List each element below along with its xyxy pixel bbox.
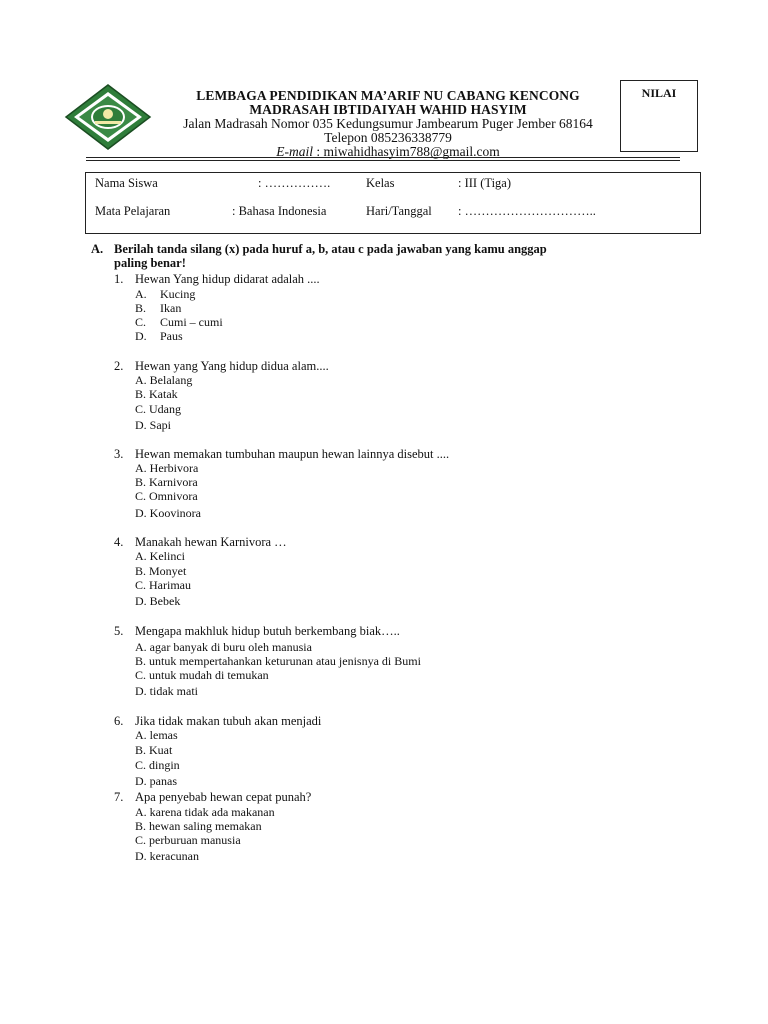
- question-2-number: 2.: [114, 359, 124, 373]
- question-3-text: Hewan memakan tumbuhan maupun hewan lainnya disebut ....: [135, 447, 450, 461]
- q2-option-c[interactable]: C. Udang: [135, 402, 181, 416]
- q1-option-a-letter[interactable]: A.: [135, 287, 147, 301]
- header-rule-bottom: [86, 160, 680, 161]
- q4-option-b[interactable]: B. Monyet: [135, 564, 187, 578]
- header-rule-top: [86, 157, 680, 158]
- kelas-label: Kelas: [366, 176, 395, 190]
- question-1-text: Hewan Yang hidup didarat adalah ....: [135, 272, 320, 286]
- kelas-value: : III (Tiga): [458, 176, 512, 190]
- q5-option-b[interactable]: B. untuk mempertahankan keturunan atau jenisnya di Bumi: [135, 654, 421, 668]
- instruction-line1: Berilah tanda silang (x) pada huruf a, b, atau c pada jawaban yang kamu anggap: [114, 242, 547, 256]
- section-instruction: [114, 242, 674, 270]
- email-value: : miwahidhasyim788@gmail.com: [312, 144, 500, 159]
- question-7-number: 7.: [114, 790, 124, 804]
- nilai-label: NILAI: [641, 86, 677, 100]
- q3-option-a[interactable]: A. Herbivora: [135, 461, 199, 475]
- q6-option-b[interactable]: B. Kuat: [135, 743, 173, 757]
- q3-option-c[interactable]: C. Omnivora: [135, 489, 198, 503]
- q1-option-d-text[interactable]: Paus: [160, 329, 183, 343]
- q2-option-a[interactable]: A. Belalang: [135, 373, 193, 387]
- q1-option-b-text[interactable]: Ikan: [160, 301, 182, 315]
- email-label: E-mail: [276, 144, 313, 159]
- q7-option-b[interactable]: B. hewan saling memakan: [135, 819, 262, 833]
- question-5-number: 5.: [114, 624, 124, 638]
- q5-option-d[interactable]: D. tidak mati: [135, 684, 198, 698]
- q1-option-a-text[interactable]: Kucing: [160, 287, 196, 301]
- question-1-number: 1.: [114, 272, 124, 286]
- hari-value[interactable]: : …………………………..: [458, 204, 596, 218]
- instruction-line2: paling benar!: [114, 256, 186, 270]
- q2-option-d[interactable]: D. Sapi: [135, 418, 171, 432]
- q1-option-c-letter[interactable]: C.: [135, 315, 147, 329]
- school-logo: [64, 84, 152, 150]
- header-phone: Telepon 085236338779: [324, 130, 452, 145]
- q4-option-c[interactable]: C. Harimau: [135, 578, 191, 592]
- q7-option-d[interactable]: D. keracunan: [135, 849, 199, 863]
- question-3-number: 3.: [114, 447, 124, 461]
- q3-option-b[interactable]: B. Karnivora: [135, 475, 198, 489]
- question-4-number: 4.: [114, 535, 124, 549]
- nama-label: Nama Siswa: [95, 176, 158, 190]
- section-letter: A.: [91, 242, 104, 256]
- q3-option-d[interactable]: D. Koovinora: [135, 506, 201, 520]
- q5-option-c[interactable]: C. untuk mudah di temukan: [135, 668, 269, 682]
- q6-option-a[interactable]: A. lemas: [135, 728, 178, 742]
- question-2-text: Hewan yang Yang hidup didua alam....: [135, 359, 329, 373]
- nilai-box: [620, 80, 698, 152]
- mapel-value: : Bahasa Indonesia: [232, 204, 327, 218]
- header-address: Jalan Madrasah Nomor 035 Kedungsumur Jambearum Puger Jember 68164: [183, 116, 593, 131]
- nama-value[interactable]: : …………….: [258, 176, 331, 190]
- q1-option-d-letter[interactable]: D.: [135, 329, 147, 343]
- hari-label: Hari/Tanggal: [366, 204, 432, 218]
- q6-option-c[interactable]: C. dingin: [135, 758, 180, 772]
- mapel-label: Mata Pelajaran: [95, 204, 171, 218]
- question-5-text: Mengapa makhluk hidup butuh berkembang biak…..: [135, 624, 400, 638]
- question-7-text: Apa penyebab hewan cepat punah?: [135, 790, 312, 804]
- q1-option-b-letter[interactable]: B.: [135, 301, 147, 315]
- question-4-text: Manakah hewan Karnivora …: [135, 535, 287, 549]
- q5-option-a[interactable]: A. agar banyak di buru oleh manusia: [135, 640, 312, 654]
- q7-option-a[interactable]: A. karena tidak ada makanan: [135, 805, 275, 819]
- q2-option-b[interactable]: B. Katak: [135, 387, 178, 401]
- q4-option-a[interactable]: A. Kelinci: [135, 549, 185, 563]
- q4-option-d[interactable]: D. Bebek: [135, 594, 181, 608]
- header-line2: MADRASAH IBTIDAIYAH WAHID HASYIM: [249, 102, 527, 117]
- q1-option-c-text[interactable]: Cumi – cumi: [160, 315, 223, 329]
- question-6-text: Jika tidak makan tubuh akan menjadi: [135, 714, 322, 728]
- q6-option-d[interactable]: D. panas: [135, 774, 177, 788]
- q7-option-c[interactable]: C. perburuan manusia: [135, 833, 241, 847]
- question-6-number: 6.: [114, 714, 124, 728]
- header-line1: LEMBAGA PENDIDIKAN MA’ARIF NU CABANG KENCONG: [196, 88, 580, 103]
